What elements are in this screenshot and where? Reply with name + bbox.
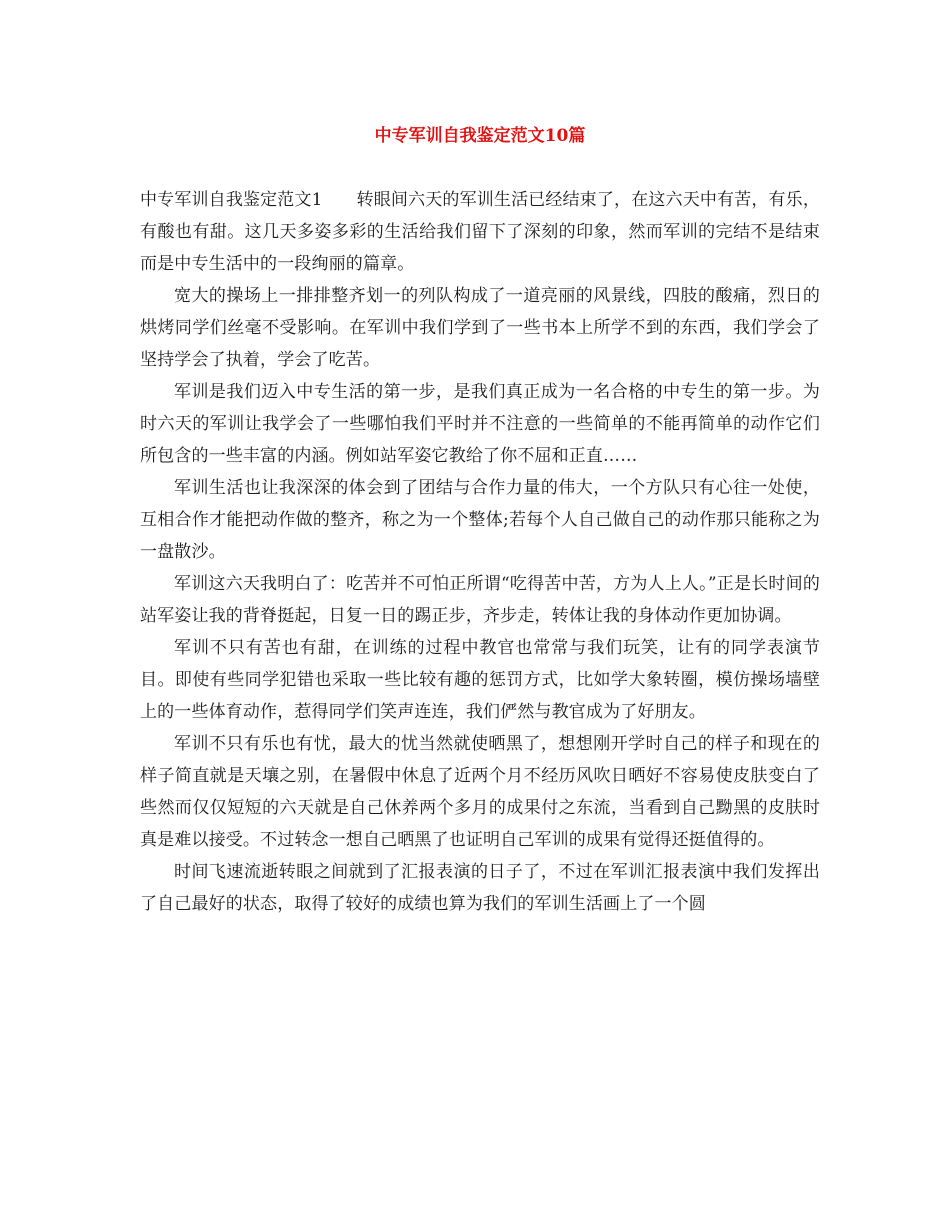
paragraph-1-text: 转眼间六天的军训生活已经结束了，在这六天中有苦，有乐，有酸也有甜。这几天多姿多彩的生活给我们留下了深刻的印象，然而军训的完结不是结束而是中专生活中的一段绚丽的篇章。 [140, 190, 820, 274]
paragraph-8: 时间飞速流逝转眼之间就到了汇报表演的日子了，不过在军训汇报表演中我们发挥出了自己最好的状态，取得了较好的成绩也算为我们的军训生活画上了一个圆 [140, 862, 820, 914]
paragraph-2: 宽大的操场上一排排整齐划一的列队构成了一道亮丽的风景线，四肢的酸痛，烈日的烘烤同学们丝毫不受影响。在军训中我们学到了一些书本上所学不到的东西，我们学会了坚持学会了执着，学会了吃苦。 [140, 286, 820, 370]
paragraph-5: 军训这六天我明白了：吃苦并不可怕正所谓“吃得苦中苦，方为人上人。”正是长时间的站军姿让我的背脊挺起，日复一日的踢正步，齐步走，转体让我的身体动作更加协调。 [140, 574, 820, 626]
paragraph-6: 军训不只有苦也有甜，在训练的过程中教官也常常与我们玩笑，让有的同学表演节目。即使有些同学犯错也采取一些比较有趣的惩罚方式，比如学大象转圈，模仿操场墙壁上的一些体育动作，惹得同学们笑声连连，我们俨然与教官成为了好朋友。 [140, 638, 820, 722]
paragraph-3: 军训是我们迈入中专生活的第一步，是我们真正成为一名合格的中专生的第一步。为时六天的军训让我学会了一些哪怕我们平时并不注意的一些简单的不能再简单的动作它们所包含的一些丰富的内涵。例如站军姿它教给了你不屈和正直…… [140, 382, 820, 466]
paragraph-1 [140, 184, 820, 280]
document-page [140, 0, 820, 1230]
document-body [140, 184, 820, 920]
document-title: 中专军训自我鉴定范文10篇 [374, 126, 586, 146]
section-heading: 中专军训自我鉴定范文1 [140, 190, 323, 210]
paragraph-7: 军训不只有乐也有忧，最大的忧当然就使晒黑了，想想刚开学时自己的样子和现在的样子简直就是天壤之别，在暑假中休息了近两个月不经历风吹日晒好不容易使皮肤变白了些然而仅仅短短的六天就是自己休养两个多月的成果付之东流，当看到自己黝黑的皮肤时真是难以接受。不过转念一想自己晒黑了也证明自己军训的成果有觉得还挺值得的。 [140, 734, 820, 850]
paragraph-4: 军训生活也让我深深的体会到了团结与合作力量的伟大，一个方队只有心往一处使，互相合作才能把动作做的整齐，称之为一个整体;若每个人自己做自己的动作那只能称之为一盘散沙。 [140, 478, 820, 562]
